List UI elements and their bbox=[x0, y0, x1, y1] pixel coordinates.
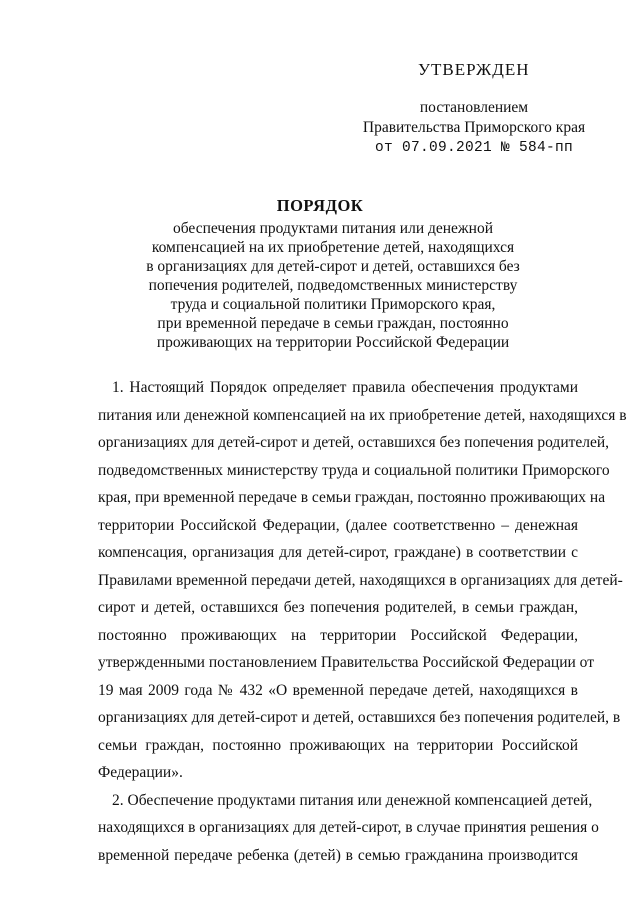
paragraph-1-line: постоянно проживающих на территории Российской Федерации, bbox=[98, 626, 578, 644]
paragraph-1-line: питания или денежной компенсацией на их приобретение детей, находящихся в bbox=[98, 406, 627, 424]
paragraph-1-line: 1. Настоящий Порядок определяет правила обеспечения продуктами bbox=[112, 379, 578, 396]
paragraph-1-line: сирот и детей, оставшихся без попечения родителей, в семьи граждан, bbox=[98, 599, 578, 616]
paragraph-1-line: подведомственных министерству труда и социальной политики Приморского bbox=[98, 461, 610, 479]
subtitle-line: компенсацией на их приобретение детей, находящихся bbox=[151, 239, 515, 256]
paragraph-1-line: компенсация, организация для детей-сирот, граждане) в соответствии с bbox=[98, 544, 578, 561]
approval-line-1: постановлением bbox=[419, 99, 529, 116]
approval-line-2: Правительства Приморского края bbox=[362, 119, 586, 136]
paragraph-2-line: временной передаче ребенка (детей) в семью гражданина производится bbox=[98, 846, 578, 864]
subtitle-line: обеспечения продуктами питания или денежной bbox=[173, 220, 493, 237]
paragraph-1-line: Федерации». bbox=[98, 764, 183, 781]
subtitle-line: попечения родителей, подведомственных министерству bbox=[148, 277, 518, 294]
paragraph-1-line: 19 мая 2009 года № 432 «О временной передаче детей, находящихся в bbox=[98, 681, 578, 699]
subtitle-line: проживающих на территории Российской Федерации bbox=[156, 334, 510, 351]
approval-date-number: от 07.09.2021 № 584-пп bbox=[374, 140, 574, 156]
subtitle-line: при временной передаче в семьи граждан, постоянно bbox=[157, 315, 509, 332]
paragraph-1-line: территории Российской Федерации, (далее соответственно – денежная bbox=[98, 516, 578, 534]
subtitle-line: труда и социальной политики Приморского края, bbox=[170, 296, 496, 313]
document-subtitle bbox=[140, 219, 526, 352]
paragraph-1-line: края, при временной передаче в семьи граждан, постоянно проживающих на bbox=[98, 489, 606, 506]
paragraph-2-line: 2. Обеспечение продуктами питания или денежной компенсацией детей, bbox=[112, 791, 593, 809]
paragraph-1-line: организациях для детей-сирот и детей, оставшихся без попечения родителей, bbox=[98, 434, 610, 451]
approval-block bbox=[340, 98, 608, 158]
document-body bbox=[98, 374, 627, 869]
paragraph-1-line: организациях для детей-сирот и детей, оставшихся без попечения родителей, в bbox=[98, 709, 621, 726]
subtitle-line: в организациях для детей-сирот и детей, оставшихся без bbox=[146, 258, 520, 275]
paragraph-1-line: семьи граждан, постоянно проживающих на территории Российской bbox=[98, 736, 578, 754]
paragraph-1-line: Правилами временной передачи детей, находящихся в организациях для детей- bbox=[98, 571, 623, 589]
document-title: ПОРЯДОК bbox=[276, 196, 364, 215]
paragraph-2-line: находящихся в организациях для детей-сирот, в случае принятия решения о bbox=[98, 819, 599, 836]
paragraph-1-line: утвержденными постановлением Правительства Российской Федерации от bbox=[98, 654, 594, 671]
approved-heading: УТВЕРЖДЕН bbox=[418, 60, 530, 79]
